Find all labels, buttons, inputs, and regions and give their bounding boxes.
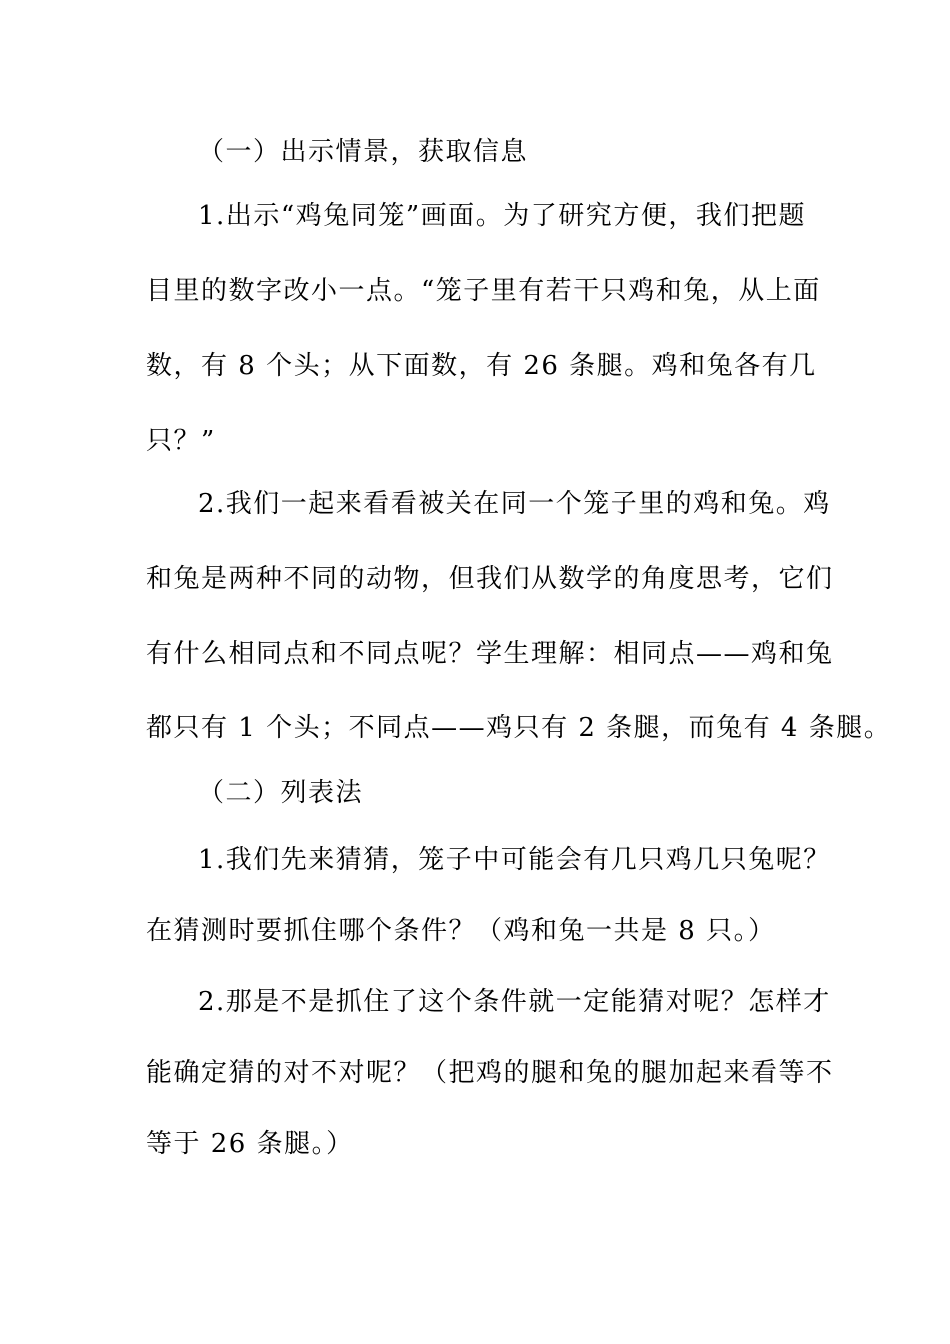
section-1-heading: （一）出示情景，获取信息 <box>198 137 529 167</box>
section-2-paragraph-1-line-1: 1.我们先来猜猜，笼子中可能会有几只鸡几只兔呢？ <box>198 845 831 875</box>
section-2-paragraph-2-line-3: 等于 26 条腿。） <box>146 1129 354 1159</box>
section-1-paragraph-2-line-3: 有什么相同点和不同点呢？学生理解：相同点——鸡和兔 <box>146 639 834 669</box>
section-1-paragraph-2-line-2: 和兔是两种不同的动物，但我们从数学的角度思考，它们 <box>146 564 834 594</box>
section-1-paragraph-2-line-4: 都只有 1 个头；不同点——鸡只有 2 条腿，而兔有 4 条腿。 <box>146 713 892 743</box>
section-1-paragraph-1-line-4: 只？” <box>146 426 216 456</box>
section-2-paragraph-1-line-2: 在猜测时要抓住哪个条件？（鸡和兔一共是 8 只。） <box>146 916 776 946</box>
section-2-heading: （二）列表法 <box>198 778 364 808</box>
section-2-paragraph-2-line-1: 2.那是不是抓住了这个条件就一定能猜对呢？怎样才 <box>198 987 831 1017</box>
section-1-paragraph-1-line-2: 目里的数字改小一点。“笼子里有若干只鸡和兔，从上面 <box>146 276 821 306</box>
section-1-paragraph-2-line-1: 2.我们一起来看看被关在同一个笼子里的鸡和兔。鸡 <box>198 489 831 519</box>
section-2-paragraph-2-line-2: 能确定猜的对不对呢？（把鸡的腿和兔的腿加起来看等不 <box>146 1058 834 1088</box>
section-1-paragraph-1-line-3: 数，有 8 个头；从下面数，有 26 条腿。鸡和兔各有几 <box>146 351 817 381</box>
section-1-paragraph-1-line-1: 1.出示“鸡兔同笼”画面。为了研究方便，我们把题 <box>198 201 806 231</box>
